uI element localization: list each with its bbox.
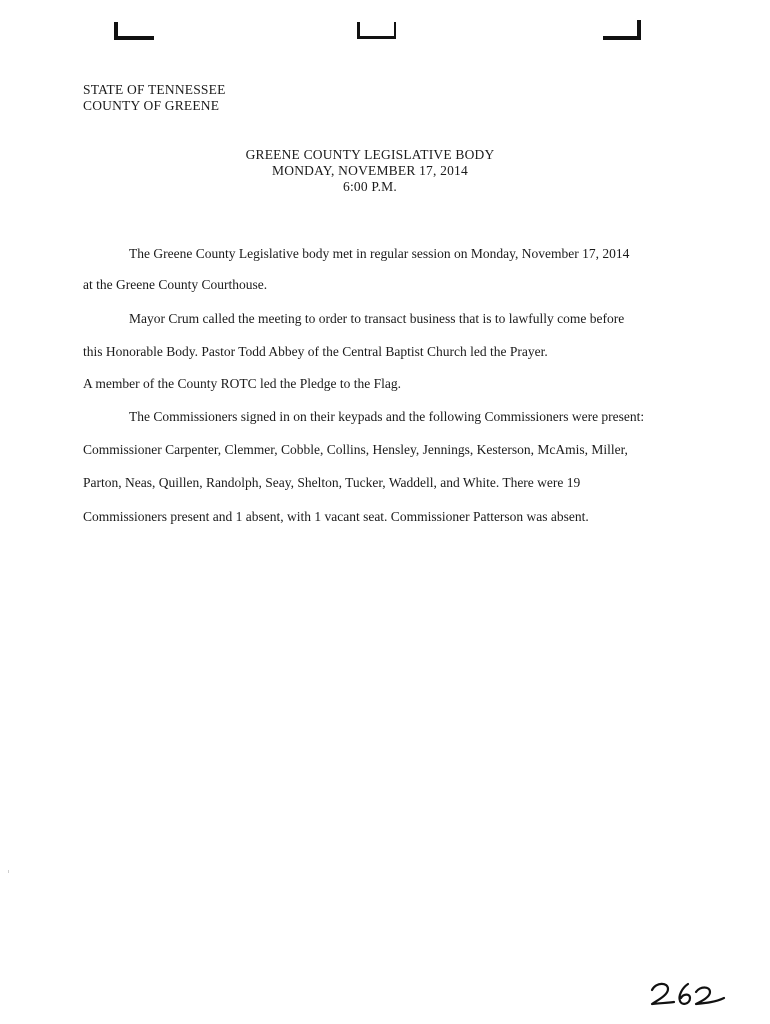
scan-speck [8,870,9,873]
binder-mark-right [603,20,641,40]
body-line: at the Greene County Courthouse. [83,277,268,292]
body-line: this Honorable Body. Pastor Todd Abbey of the Central Baptist Church led the Prayer. [83,344,548,359]
body-line: The Greene County Legislative body met in regular session on Monday, November 17, 2014 [129,246,630,261]
body-line: Commissioners present and 1 absent, with 1 vacant seat. Commissioner Patterson was absent. [83,509,589,524]
meeting-date: MONDAY, NOVEMBER 17, 2014 [272,163,468,178]
binder-mark-center [357,22,396,39]
body-line: Mayor Crum called the meeting to order to transact business that is to lawfully come before [129,311,625,326]
body-line: Commissioner Carpenter, Clemmer, Cobble, Collins, Hensley, Jennings, Kesterson, McAmis, Miller, [83,442,628,457]
jurisdiction-header [83,82,226,114]
meeting-time: 6:00 P.M. [343,179,397,194]
binder-mark-left [114,22,154,40]
county-line: COUNTY OF GREENE [83,98,220,113]
body-name: GREENE COUNTY LEGISLATIVE BODY [245,147,495,162]
body-line: A member of the County ROTC led the Pledge to the Flag. [83,376,401,391]
state-line: STATE OF TENNESSEE [83,82,226,97]
body-line: The Commissioners signed in on their keypads and the following Commissioners were present: [129,409,645,424]
meeting-title [170,147,570,195]
body-line: Parton, Neas, Quillen, Randolph, Seay, Shelton, Tucker, Waddell, and White. There were 19 [83,475,581,490]
handwritten-page-number [648,976,728,1012]
